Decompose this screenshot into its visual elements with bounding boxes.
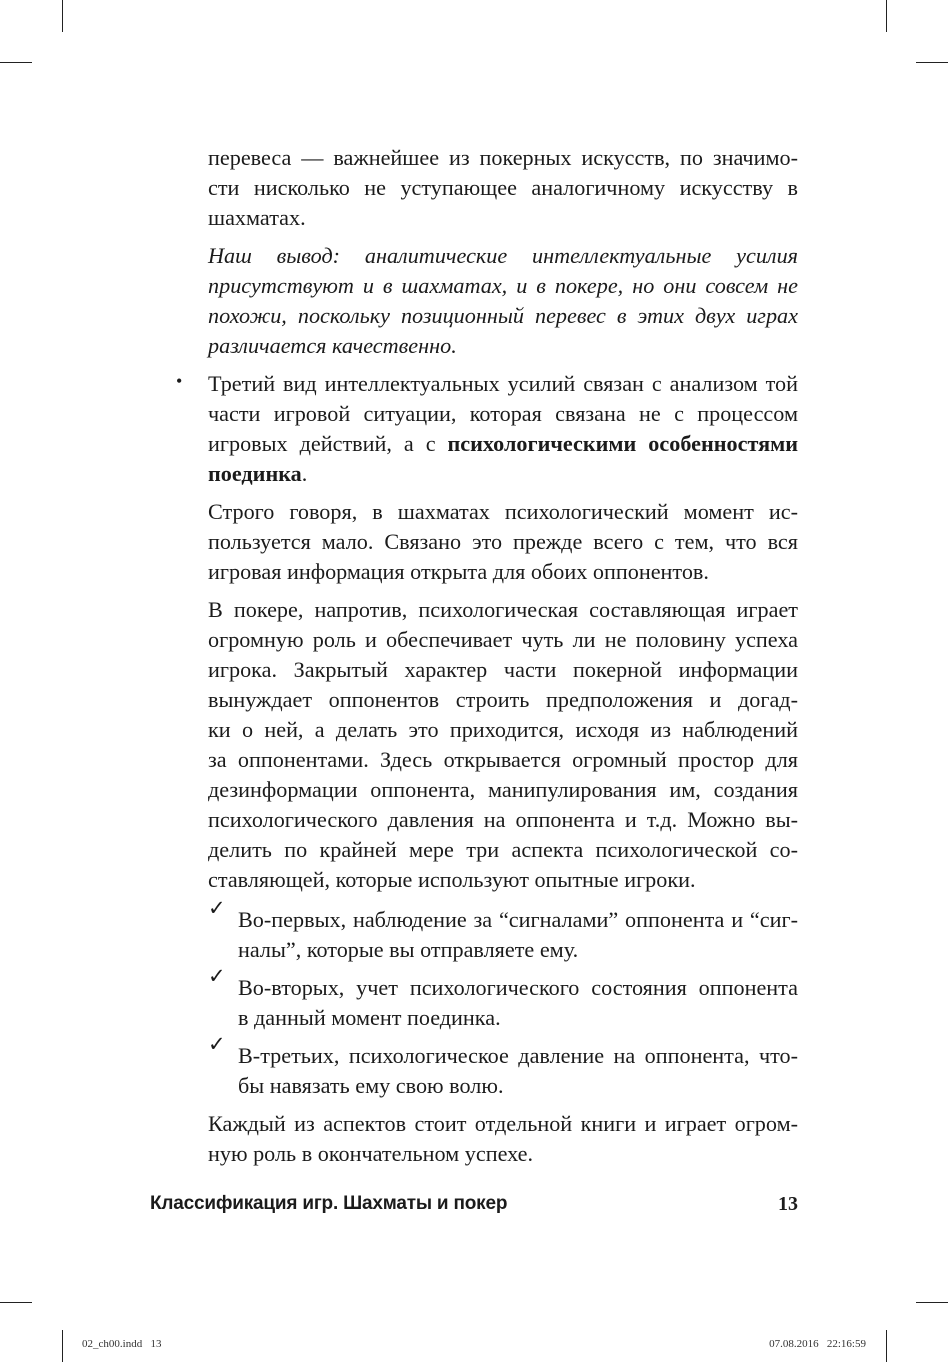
check-item — [238, 1041, 798, 1101]
text-line: налы”, которые вы отправляете ему. — [238, 937, 579, 962]
crop-mark — [0, 62, 32, 63]
text-line: перевеса — важнейшее из покерных искусств, по значимо- — [208, 145, 798, 170]
text-line: Во-первых, наблюдение за “сигналами” оппонента и “сиг- — [238, 907, 798, 932]
check-icon: ✓ — [208, 896, 226, 920]
crop-mark — [886, 1330, 887, 1362]
text-line: сти нисколько не уступающее аналогичному искусству в — [208, 175, 798, 200]
text-line: в данный момент поединка. — [238, 1005, 501, 1030]
text-line: В покере, напротив, психологическая составляющая играет — [208, 597, 798, 622]
text-run: игровых действий, а с — [208, 431, 448, 456]
text-line: игрока. Закрытый характер части покерной информации — [208, 657, 798, 682]
text-line: В-третьих, психологическое давление на оппонента, что- — [238, 1043, 798, 1068]
text-run: . — [301, 461, 308, 486]
text-line: бы навязать ему свою волю. — [238, 1073, 504, 1098]
conclusion-paragraph — [208, 241, 798, 361]
text-line: похожи, поскольку позиционный перевес в этих двух играх — [208, 303, 798, 328]
check-icon: ✓ — [208, 964, 226, 988]
text-line: огромную роль и обеспечивает чуть ли не половину успеха — [208, 627, 798, 652]
bullet-marker: • — [176, 371, 183, 391]
text-line: игровая информация открыта для обоих оппонентов. — [208, 559, 709, 584]
check-item — [238, 973, 798, 1033]
text-line: вынуждает оппонентов строить предположения и догад- — [208, 687, 798, 712]
check-icon: ✓ — [208, 1032, 226, 1056]
paragraph — [208, 1109, 798, 1169]
paragraph — [208, 595, 798, 895]
paragraph — [208, 143, 798, 233]
bold-text: психологическими особенностями — [447, 431, 798, 456]
crop-mark — [916, 62, 948, 63]
slug-datetime: 07.08.2016 22:16:59 — [769, 1338, 866, 1350]
text-line: Во-вторых, учет психологического состояния оппонента — [238, 975, 798, 1000]
text-line: дезинформации оппонента, манипулирования им, создания — [208, 777, 798, 802]
text-line: шахматах. — [208, 205, 306, 230]
text-line — [208, 459, 798, 489]
text-line: присутствуют и в шахматах, и в покере, но они совсем не — [208, 273, 798, 298]
text-line — [208, 429, 798, 459]
text-line: ки о ней, а делать это приходится, исходя из наблюдений — [208, 717, 798, 742]
text-line: делить по крайней мере три аспекта психологической со- — [208, 837, 798, 862]
text-line: части игровой ситуации, которая связана не с процессом — [208, 401, 798, 426]
text-line: различается качественно. — [208, 333, 457, 358]
bullet-paragraph — [208, 369, 798, 489]
paragraph — [208, 497, 798, 587]
crop-mark — [62, 0, 63, 32]
running-footer-title: Классификация игр. Шахматы и покер — [150, 1193, 508, 1214]
crop-mark — [886, 0, 887, 32]
text-line: психологического давления на оппонента и т.д. Можно вы- — [208, 807, 798, 832]
slug-file: 02_ch00.indd 13 — [82, 1338, 162, 1350]
crop-mark — [62, 1330, 63, 1362]
bold-text: поединка — [208, 461, 302, 486]
crop-mark — [916, 1302, 948, 1303]
crop-mark — [0, 1302, 32, 1303]
page-number: 13 — [778, 1193, 798, 1215]
text-line: пользуется мало. Связано это прежде всего с тем, что вся — [208, 529, 798, 554]
page-body — [208, 143, 798, 1169]
text-line: Третий вид интеллектуальных усилий связан с анализом той — [208, 371, 798, 396]
text-line: ставляющей, которые используют опытные игроки. — [208, 867, 696, 892]
text-line: Каждый из аспектов стоит отдельной книги и играет огром- — [208, 1111, 798, 1136]
text-line: за оппонентами. Здесь открывается огромный простор для — [208, 747, 798, 772]
text-line: Наш вывод: аналитические интеллектуальные усилия — [208, 243, 798, 268]
text-line: ную роль в окончательном успехе. — [208, 1141, 534, 1166]
text-line: Строго говоря, в шахматах психологический момент ис- — [208, 499, 798, 524]
check-item — [238, 905, 798, 965]
